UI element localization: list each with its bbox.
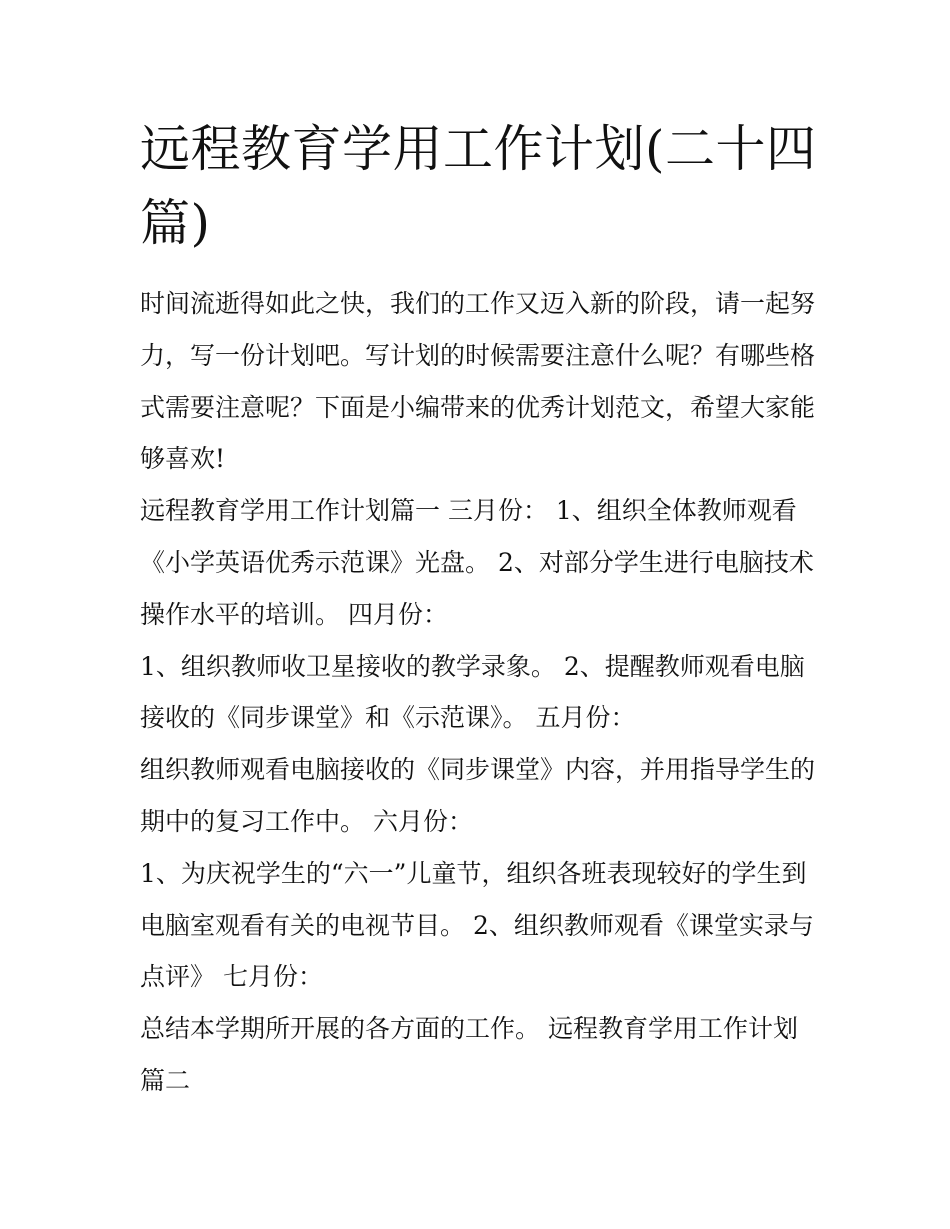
- paragraph-april: 1、组织教师收卫星接收的教学录象。 2、提醒教师观看电脑接收的《同步课堂》和《示范课》。 五月份：: [140, 651, 805, 733]
- document-title: 远程教育学用工作计划(二十四篇): [140, 120, 817, 252]
- paragraph-july: 总结本学期所开展的各方面的工作。 远程教育学用工作计划篇二: [140, 1014, 798, 1095]
- paragraph-intro: 时间流逝得如此之快，我们的工作又迈入新的阶段，请一起努力，写一份计划吧。写计划的时候需要注意什么呢？有哪些格式需要注意呢？下面是小编带来的优秀计划范文，希望大家能够喜欢!: [140, 289, 816, 474]
- paragraph-may: 组织教师观看电脑接收的《同步课堂》内容，并用指导学生的期中的复习工作中。 六月份：: [140, 755, 816, 836]
- paragraph-june: 1、为庆祝学生的“六一”儿童节，组织各班表现较好的学生到电脑室观看有关的电视节目。 2、组织教师观看《课堂实录与点评》 七月份：: [140, 858, 814, 992]
- document-page: [140, 112, 820, 1107]
- paragraph-plan-one-march: 远程教育学用工作计划篇一 三月份： 1、组织全体教师观看《小学英语优秀示范课》光盘。 2、对部分学生进行电脑技术操作水平的培训。 四月份：: [140, 496, 814, 629]
